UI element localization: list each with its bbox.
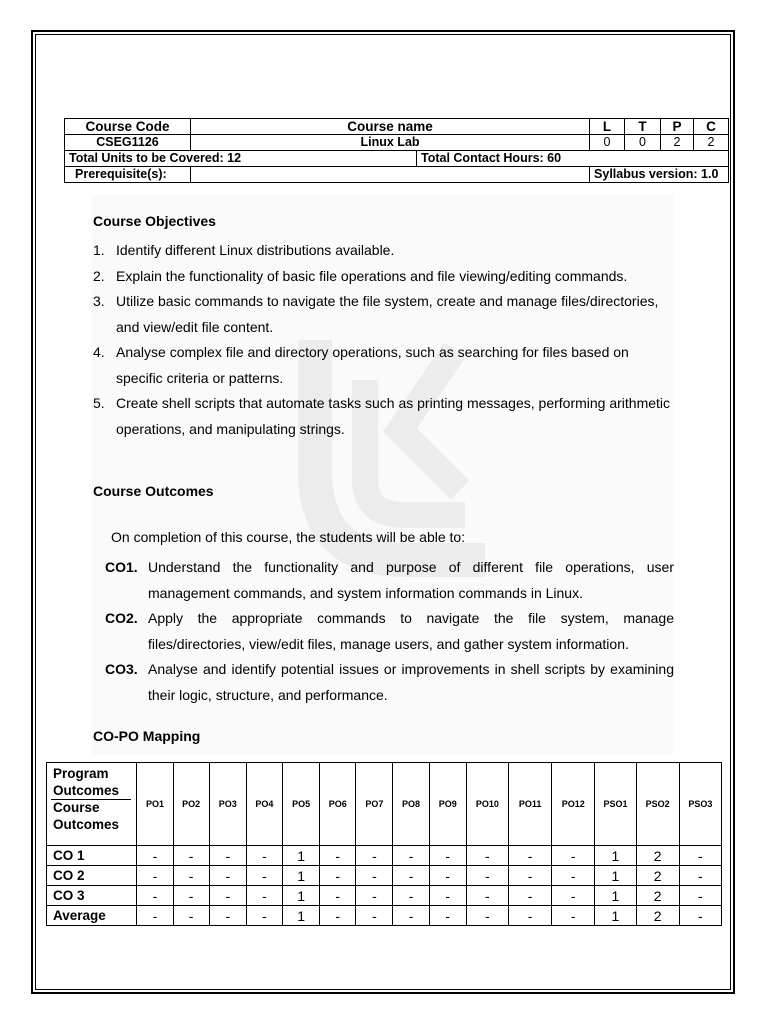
course-objectives-title: Course Objectives [93,213,216,229]
list-item [105,555,674,606]
mapping-cell: - [209,886,246,906]
mapping-cell: - [173,846,209,866]
mapping-cell: - [173,866,209,886]
outcomes-intro: On completion of this course, the students will be able to: [111,529,466,545]
outcome-text: Understand the functionality and purpose of different file operations, user management commands, and system information commands in Linux. [148,559,674,601]
list-item [105,657,674,708]
mapping-cell: 2 [636,886,679,906]
list-number: 1. [93,242,105,258]
table-row [47,906,722,926]
prerequisite-label: Prerequisite(s): [65,167,191,183]
list-item [93,238,673,264]
column-header: PO9 [429,763,466,846]
mapping-cell: - [173,886,209,906]
column-header: PO7 [356,763,393,846]
l-value: 0 [590,135,625,151]
mapping-cell: - [246,866,282,886]
mapping-header-row [47,763,722,846]
mapping-cell: - [679,866,721,886]
mapping-cell: - [393,906,429,926]
co-label: CO2. [105,610,138,626]
mapping-cell: - [137,886,173,906]
total-units: Total Units to be Covered: 12 [65,151,417,167]
mapping-cell: 1 [595,906,636,926]
mapping-cell: - [137,906,173,926]
course-name-value: Linux Lab [191,135,590,151]
mapping-cell: - [320,866,356,886]
mapping-cell: - [137,846,173,866]
co-label: CO1. [105,559,138,575]
total-hours: Total Contact Hours: 60 [417,151,729,167]
row-label: Average [47,906,137,926]
column-header: PO11 [508,763,551,846]
mapping-cell: 1 [595,866,636,886]
column-header: PSO3 [679,763,721,846]
mapping-cell: - [508,866,551,886]
list-number: 5. [93,395,105,411]
header-label-row [65,119,729,135]
co-po-mapping-title: CO-PO Mapping [93,728,201,744]
mapping-cell: - [246,886,282,906]
list-number: 3. [93,293,105,309]
p-value: 2 [661,135,694,151]
mapping-corner-cell [47,763,137,846]
c-value: 2 [694,135,729,151]
outcome-text: Apply the appropriate commands to navigate the file system, manage files/directories, view/edit files, manage users, and gather system information. [148,610,674,652]
mapping-cell: - [466,886,508,906]
column-header: PSO1 [595,763,636,846]
row-label: CO 1 [47,846,137,866]
mapping-cell: 2 [636,846,679,866]
co-label: CO3. [105,661,138,677]
c-label: C [694,119,729,135]
list-item [93,340,673,391]
list-item [93,289,673,340]
list-item [93,391,673,442]
column-header: PO2 [173,763,209,846]
mapping-cell: - [320,906,356,926]
header-prereq-row [65,167,729,183]
mapping-cell: - [466,846,508,866]
mapping-cell: - [429,846,466,866]
objective-text: Analyse complex file and directory operations, such as searching for files based on specific criteria or patterns. [116,344,629,386]
mapping-cell: - [246,906,282,926]
column-header: PO8 [393,763,429,846]
objective-text: Create shell scripts that automate tasks such as printing messages, performing arithmetic operations, and manipulating strings. [116,395,671,437]
co-po-mapping-table [46,762,722,926]
t-value: 0 [625,135,661,151]
column-header: PO12 [552,763,595,846]
mapping-cell: - [552,866,595,886]
mapping-cell: - [429,906,466,926]
list-number: 2. [93,267,105,284]
mapping-cell: - [508,846,551,866]
mapping-cell: - [552,886,595,906]
mapping-cell: - [393,886,429,906]
mapping-cell: - [209,846,246,866]
program-outcomes-label: Program Outcomes [53,766,120,798]
mapping-cell: - [679,906,721,926]
course-header-table [64,118,729,183]
mapping-cell: 2 [636,866,679,886]
row-label: CO 3 [47,886,137,906]
column-header: PO3 [209,763,246,846]
mapping-cell: - [466,866,508,886]
mapping-cell: - [466,906,508,926]
outcomes-list [105,555,674,708]
course-name-label: Course name [191,119,590,135]
objective-text: Identify different Linux distributions available. [116,242,395,258]
mapping-cell: - [320,846,356,866]
mapping-cell: - [356,886,393,906]
header-units-row [65,151,729,167]
mapping-cell: - [552,846,595,866]
mapping-cell: - [356,846,393,866]
column-header: PO4 [246,763,282,846]
mapping-cell: - [393,866,429,886]
prerequisite-value [191,167,590,183]
table-row [47,866,722,886]
mapping-cell: - [246,846,282,866]
syllabus-version: Syllabus version: 1.0 [590,167,729,183]
mapping-cell: - [393,846,429,866]
mapping-cell: 1 [283,846,320,866]
mapping-cell: 1 [595,886,636,906]
column-header: PO1 [137,763,173,846]
course-outcomes-title: Course Outcomes [93,483,214,499]
mapping-cell: - [508,906,551,926]
mapping-cell: - [508,886,551,906]
mapping-cell: - [356,866,393,886]
row-label: CO 2 [47,866,137,886]
objectives-list [93,238,673,442]
t-label: T [625,119,661,135]
header-value-row [65,135,729,151]
course-outcomes-label: Course Outcomes [53,800,120,832]
mapping-cell: - [679,886,721,906]
objective-text: Utilize basic commands to navigate the file system, create and manage files/directories, and view/edit file content. [116,293,659,335]
mapping-cell: - [209,906,246,926]
mapping-cell: - [173,906,209,926]
list-item [105,606,674,657]
mapping-cell: - [137,866,173,886]
table-row [47,846,722,866]
column-header: PO5 [283,763,320,846]
course-code-label: Course Code [65,119,191,135]
mapping-cell: 2 [636,906,679,926]
mapping-cell: - [679,846,721,866]
mapping-cell: - [429,866,466,886]
outcome-text: Analyse and identify potential issues or improvements in shell scripts by examining their logic, structure, and performance. [148,661,674,703]
mapping-body [47,846,722,926]
mapping-cell: - [552,906,595,926]
mapping-cell: 1 [283,886,320,906]
course-code-value: CSEG1126 [65,135,191,151]
mapping-cell: 1 [283,866,320,886]
column-header: PSO2 [636,763,679,846]
mapping-cell: 1 [283,906,320,926]
column-header: PO6 [320,763,356,846]
p-label: P [661,119,694,135]
list-number: 4. [93,344,105,360]
column-header: PO10 [466,763,508,846]
mapping-cell: - [429,886,466,906]
list-item [93,264,673,290]
mapping-cell: - [209,866,246,886]
mapping-cell: - [356,906,393,926]
mapping-cell: - [320,886,356,906]
mapping-cell: 1 [595,846,636,866]
objective-text: Explain the functionality of basic file operations and file viewing/editing commands. [116,267,628,284]
l-label: L [590,119,625,135]
table-row [47,886,722,906]
